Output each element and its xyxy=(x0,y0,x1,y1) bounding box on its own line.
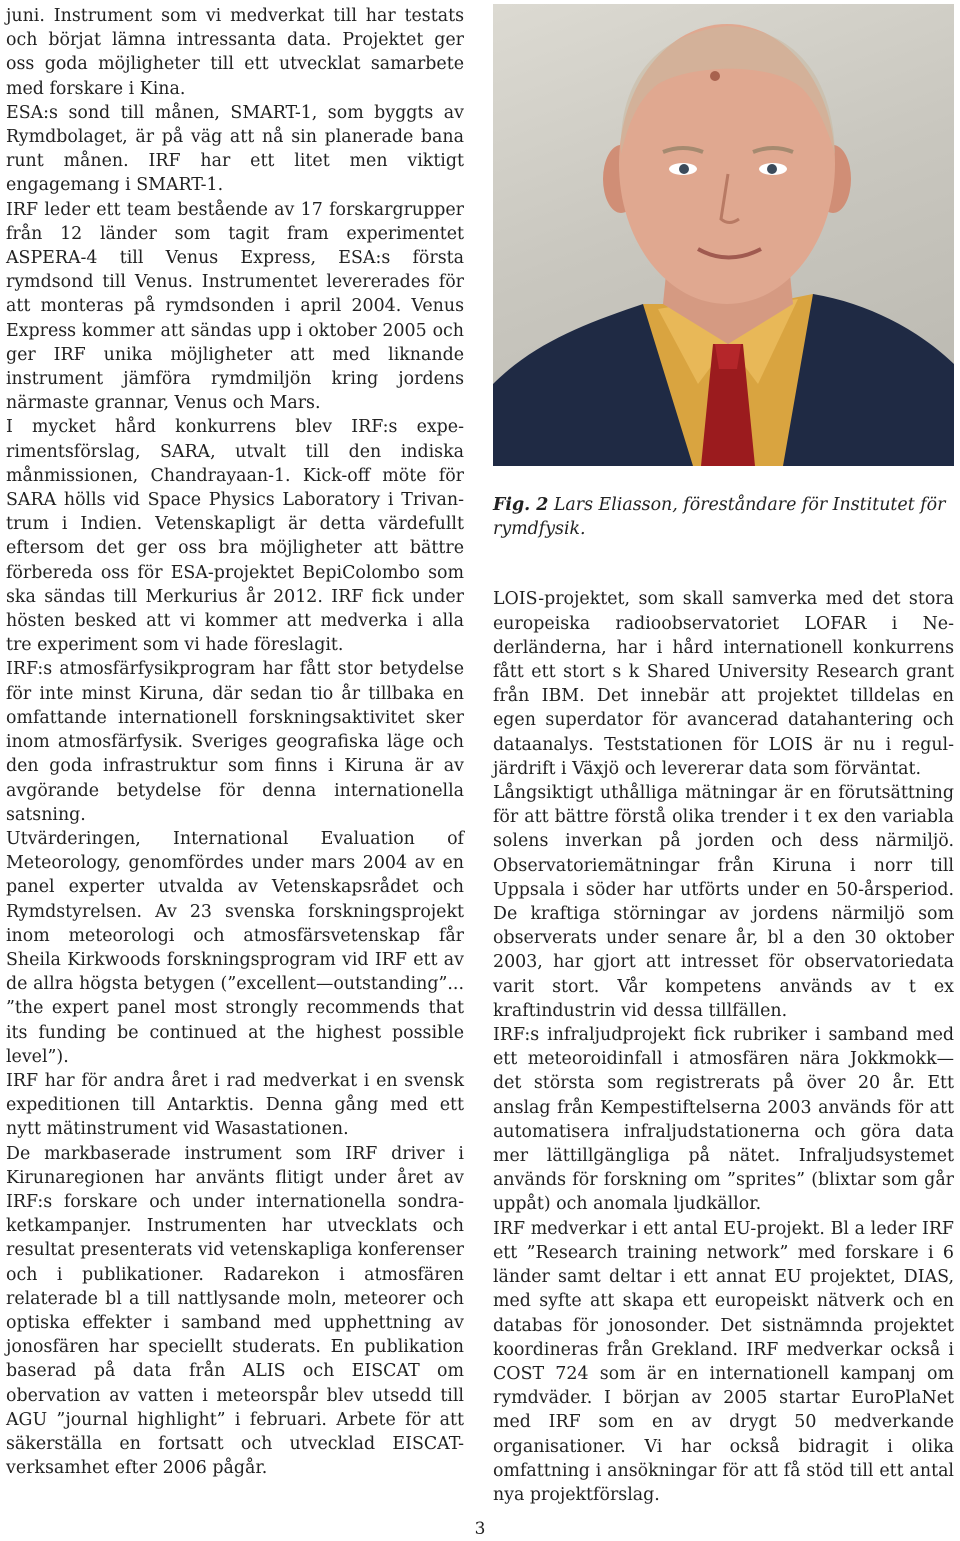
figure-caption-text: Lars Eliasson, föreståndare för Institutet för rymdfysik. xyxy=(493,495,946,540)
figure-label: Fig. 2 xyxy=(493,495,549,515)
left-column xyxy=(6,4,464,1480)
paragraph: juni. Instrument som vi medverkat till har testats och börjat lämna intressanta data. Projektet ger oss goda möjligheter till ett utvecklat samarbete med forskare i Kina. xyxy=(6,6,464,99)
paragraph: LOIS-projektet, som skall samverka med det stora europeiska radioobservatoriet LOFAR i Nederländerna, har i hård internationell konkurrens fått ett stort s k Shared University Research grant från IBM. Det innebär att projektet tilldelas en egen superdator för avancerad datahantering och dataanalys. Teststationen för LOIS är nu i reguljärdrift i Växjö och levererar data som förväntat. xyxy=(493,589,954,779)
paragraph: IRF:s infraljudprojekt fick rubriker i samband med ett meteoroidinfall i atmosfären nära Jokkmokk—det största som registrerats på över 20 år. Ett anslag från Kempestiftelserna 2003 används för att automatisera infraljudstationerna och göra data mer lättillgängliga på nätet. Infraljudsystemet används för forskning om ”sprites” (blixtar som går uppåt) och anomala ljudkällor. xyxy=(493,1025,954,1215)
paragraph: Långsiktigt uthålliga mätningar är en förutsättning för att bättre förstå olika trender i t ex den variabla solens inverkan på jorden och dess närmiljö. Observatoriemätningar från Kiruna i norr till Uppsala i söder har utförts under en 50-årsperiod. De kraftiga störningar av jordens närmiljö som observerats under senare år, bl a den 30 oktober 2003, har gjort att intresset för observatoriedata varit stort. Vår kompetens används av t ex kraftindustrin vid dessa tillfällen. xyxy=(493,783,954,1021)
paragraph: ESA:s sond till månen, SMART-1, som byggts av Rymdbolaget, är på väg att nå sin planerade bana runt månen. IRF har ett litet men viktigt engagemang i SMART-1. xyxy=(6,102,464,196)
paragraph: Utvärderingen, International Evaluation of Meteorology, genomfördes under mars 2004 av en panel experter utvalda av Vetenskapsrådet och Rymdstyrelsen. Av 23 svenska forskningsprojekt inom meteorologi och atmosfärsvetenskap får Sheila Kirkwoods forskningsprogram vid IRF ett av de allra högsta betygen (”excellent—outstanding”... ”the expert panel most strongly recommends that its funding be continued at the highest possible level”). xyxy=(6,828,464,1067)
paragraph: IRF:s atmosfärfysikprogram har fått stor betydelse för inte minst Kiruna, där sedan tio år tillbaka en omfattande internationell forskningsaktivitet sker inom atmosfärfysik. Sveriges geografiska läge och den goda infrastruktur som finns i Kiruna är av avgörande betydelse för denna internationella satsning. xyxy=(6,659,464,825)
portrait-photo xyxy=(493,4,954,466)
figure-caption xyxy=(493,493,954,541)
right-column xyxy=(493,0,954,1507)
paragraph: IRF har för andra året i rad medverkat i en svensk expeditionen till Antarktis. Denna gång med ett nytt mätinstrument vid Wasastationen. xyxy=(6,1070,464,1140)
page-number: 3 xyxy=(474,1519,486,1539)
paragraph: IRF medverkar i ett antal EU-projekt. Bl a leder IRF ett ”Research training network” med forskare i 6 länder samt deltar i ett annat EU projektet, DIAS, med syfte att skapa ett europeiskt nätverk och en databas för jonosonder. Det sistnämnda projektet koordineras från Grekland. IRF medverkar också i COST 724 som är en internationell kampanj om rymdväder. I början av 2005 startar EuroPlaNet med IRF som en av drygt 50 medverkande organisationer. Vi har också bidragit i olika omfattning i ansökningar för att få stöd till ett antal nya projektförslag. xyxy=(493,1218,954,1505)
paragraph: IRF leder ett team bestående av 17 forskargrupper från 12 länder som tagit fram experimentet ASPERA-4 till Venus Express, ESA:s första rymdsond till Venus. Instrumentet levererades för att monteras på rymdsonden i april 2004. Venus Express kommer att sändas upp i oktober 2005 och ger IRF unika möjligheter att med liknande instrument jämföra rymdmiljön kring jordens närmaste grannar, Venus och Mars. xyxy=(6,199,464,414)
paragraph: I mycket hård konkurrens blev IRF:s experimentsförslag, SARA, utvalt till den indiska månmissionen, Chandrayaan-1. Kick-off möte för SARA hölls vid Space Physics Laboratory i Trivantrum i Indien. Vetenskapligt är detta värdefullt eftersom det ger oss bra möjligheter att bättre förbereda oss för ESA-projektet BepiColombo som ska sändas till Merkurius år 2012. IRF fick under hösten besked att vi kommer att medverka i alla tre experiment som vi hade föreslagit. xyxy=(6,417,464,656)
paragraph: De markbaserade instrument som IRF driver i Kirunaregionen har använts flitigt under året av IRF:s forskare och under internationella sondraketkampanjer. Instrumenten har utvecklats och resultat presenterats vid vetenskapliga konferenser och i publikationer. Radarekon i atmosfären relaterade bl a till nattlysande moln, meteorer och optiska effekter i samband med upphettning av jonosfären har speciellt studerats. En publikation baserad på data från ALIS och EISCAT om obervation av vatten i meteorspår blev utsedd till AGU ”journal highlight” i februari. Arbete för att säkerställa en fortsatt och utvecklad EISCAT-verksamhet efter 2006 pågår. xyxy=(6,1143,464,1479)
